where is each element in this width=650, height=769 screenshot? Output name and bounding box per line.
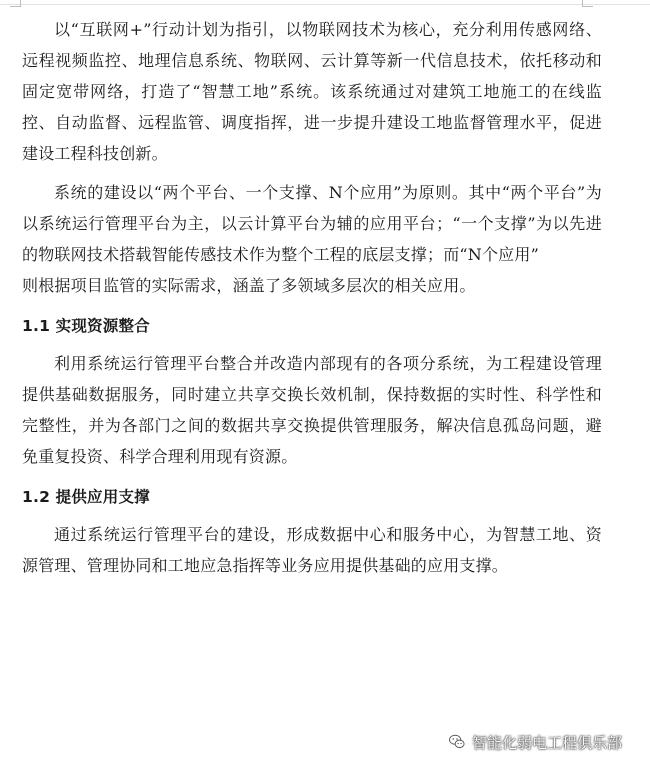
paragraph-application-support: 通过系统运行管理平台的建设，形成数据中心和服务中心，为智慧工地、资源管理、管理协同和工地应急指挥等业务应用提供基础的应用支撑。: [22, 525, 602, 575]
watermark: [448, 731, 622, 753]
paragraph-principle: 系统的建设以“两个平台、一个支撑、N个应用”为原则。其中“两个平台”为以系统运行管理平台为主，以云计算平台为辅的应用平台；“一个支撑”为以先进的物联网技术搭载智能传感技术作为整个工程的底层支撑；而“N个应用”: [22, 183, 602, 264]
heading-resource-integration: 1.1 实现资源整合: [22, 317, 150, 335]
paragraph-resource-integration: 利用系统运行管理平台整合并改造内部现有的各项分系统，为工程建设管理提供基础数据服务，同时建立共享交换长效机制，保持数据的实时性、科学性和完整性，并为各部门之间的数据共享交换提供管理服务，解决信息孤岛问题，避免重复投资、科学合理利用现有资源。: [22, 354, 602, 466]
watermark-text: 智能化弱电工程俱乐部: [472, 733, 623, 752]
paragraph-intro: 以“互联网+”行动计划为指引，以物联网技术为核心，充分利用传感网络、远程视频监控、地理信息系统、物联网、云计算等新一代信息技术，依托移动和固定宽带网络，打造了“智慧工地”系统。该系统通过对建筑工地施工的在线监控、自动监督、远程监管、调度指挥，进一步提升建设工地监督管理水平，促进建设工程科技创新。: [22, 20, 602, 163]
top-margin-guide: [0, 0, 650, 5]
wechat-icon: [448, 733, 466, 751]
margin-corner-left: [10, 0, 21, 7]
heading-application-support: 1.2 提供应用支撑: [22, 488, 150, 506]
document-body[interactable]: [22, 14, 602, 581]
margin-corner-right: [582, 0, 593, 7]
paragraph-principle-cont: 则根据项目监管的实际需求，涵盖了多领域多层次的相关应用。: [22, 276, 476, 295]
